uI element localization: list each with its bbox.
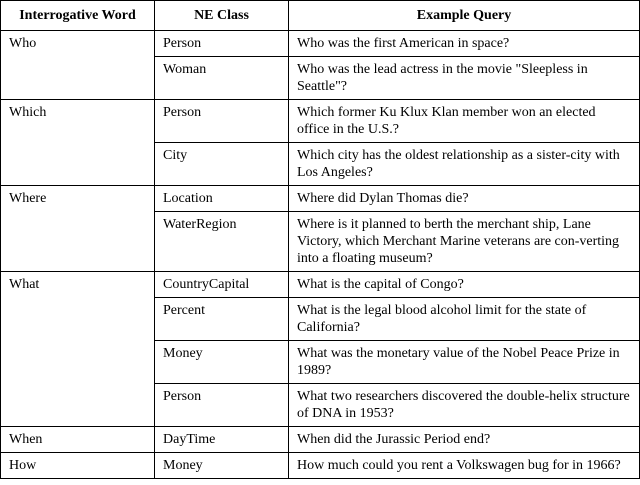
ne-class-cell: Percent (155, 298, 289, 341)
example-query-cell: Where is it planned to berth the merchant ship, Lane Victory, which Merchant Marine veterans are con-verting into a floating museum? (289, 212, 640, 272)
ne-class-cell: CountryCapital (155, 272, 289, 298)
table-row (1, 453, 640, 479)
example-query-cell: Which former Ku Klux Klan member won an elected office in the U.S.? (289, 100, 640, 143)
interrogative-word-cell: How (1, 453, 155, 479)
example-query-cell: What is the capital of Congo? (289, 272, 640, 298)
table-row (1, 186, 640, 212)
header-ne-class: NE Class (155, 1, 289, 31)
ne-class-cell: Woman (155, 57, 289, 100)
table-row (1, 427, 640, 453)
ne-class-cell: Money (155, 453, 289, 479)
table-row (1, 272, 640, 298)
example-query-cell: When did the Jurassic Period end? (289, 427, 640, 453)
ne-class-cell: WaterRegion (155, 212, 289, 272)
ne-class-cell: DayTime (155, 427, 289, 453)
table-row (1, 100, 640, 143)
interrogative-word-cell: Who (1, 31, 155, 100)
example-query-cell: What is the legal blood alcohol limit for the state of California? (289, 298, 640, 341)
ne-class-cell: Location (155, 186, 289, 212)
interrogative-word-cell: Which (1, 100, 155, 186)
table-row (1, 31, 640, 57)
example-query-cell: What was the monetary value of the Nobel Peace Prize in 1989? (289, 341, 640, 384)
ne-class-cell: Person (155, 100, 289, 143)
interrogative-word-cell: What (1, 272, 155, 427)
ne-class-cell: City (155, 143, 289, 186)
example-query-cell: How much could you rent a Volkswagen bug for in 1966? (289, 453, 640, 479)
interrogative-word-cell: When (1, 427, 155, 453)
example-query-cell: What two researchers discovered the double-helix structure of DNA in 1953? (289, 384, 640, 427)
example-query-cell: Where did Dylan Thomas die? (289, 186, 640, 212)
example-query-cell: Who was the lead actress in the movie "Sleepless in Seattle"? (289, 57, 640, 100)
ne-class-cell: Money (155, 341, 289, 384)
ne-class-cell: Person (155, 384, 289, 427)
example-query-cell: Which city has the oldest relationship as a sister-city with Los Angeles? (289, 143, 640, 186)
header-interrogative-word: Interrogative Word (1, 1, 155, 31)
interrogative-word-cell: Where (1, 186, 155, 272)
example-query-cell: Who was the first American in space? (289, 31, 640, 57)
ne-class-cell: Person (155, 31, 289, 57)
header-example-query: Example Query (289, 1, 640, 31)
header-row (1, 1, 640, 31)
